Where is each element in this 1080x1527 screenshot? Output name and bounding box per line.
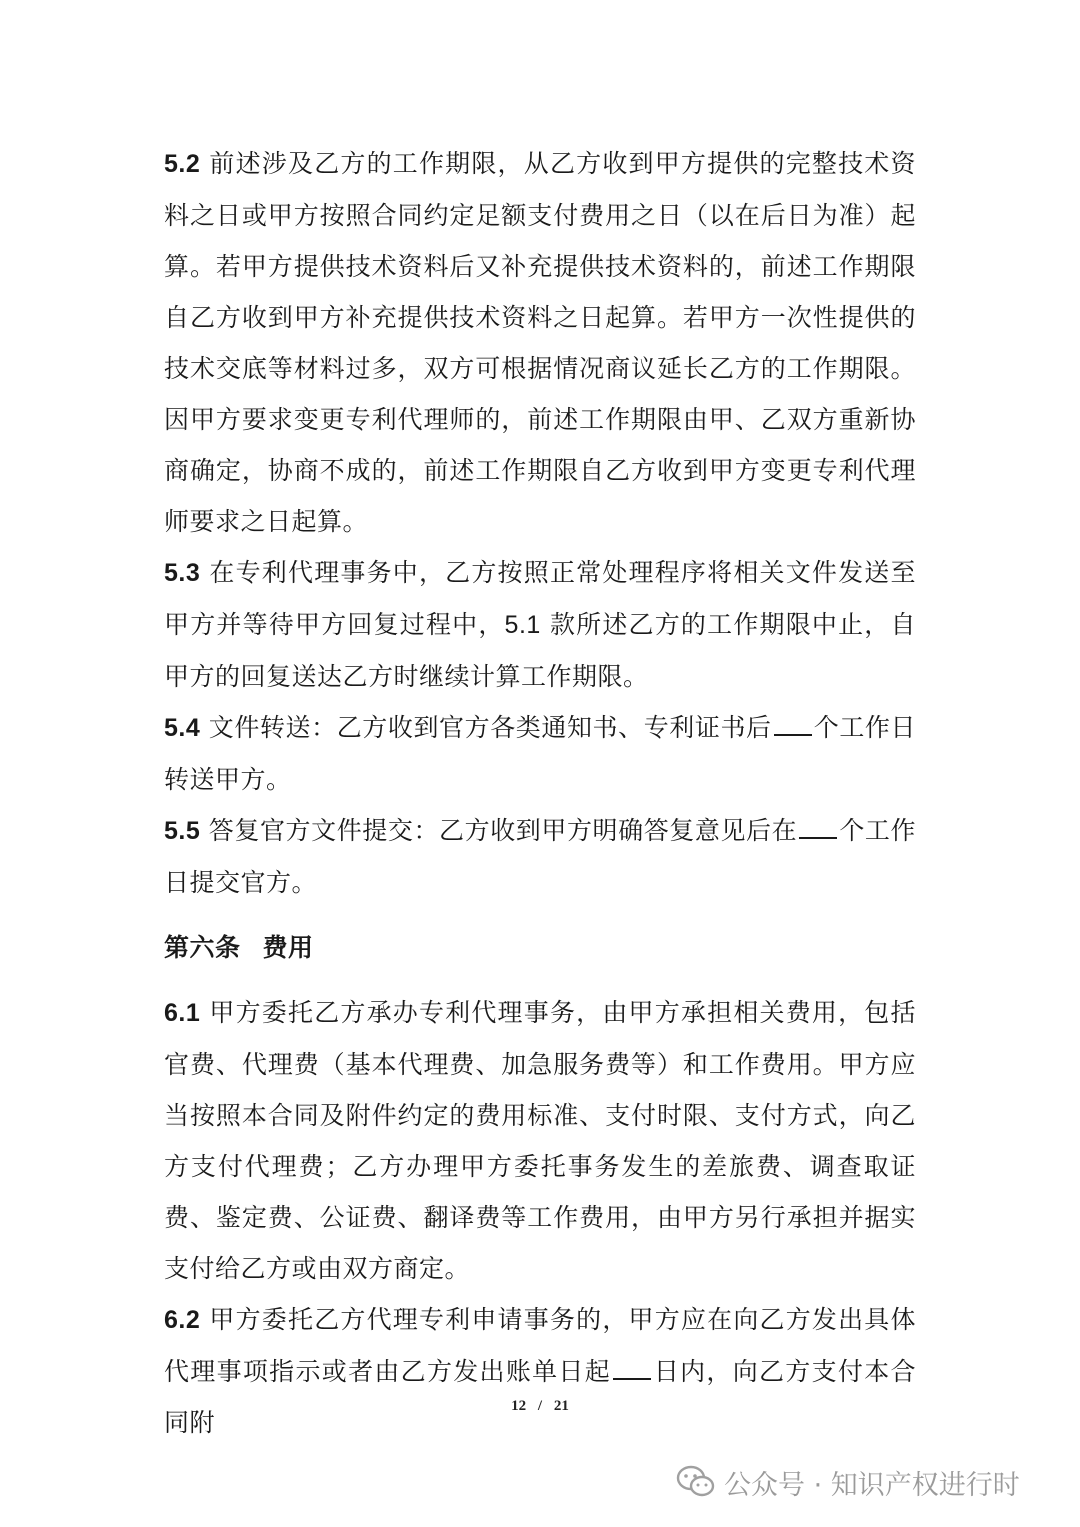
clause-5-3	[164, 547, 916, 702]
clause-text: 答复官方文件提交：乙方收到甲方明确答复意见后在	[200, 816, 798, 845]
clause-text: 在专利代理事务中，乙方按照正常处理程序将相关文件发送至甲方并等待甲方回复过程中，	[164, 558, 916, 639]
clause-text: 前述涉及乙方的工作期限，从乙方收到甲方提供的完整技术资料之日或甲方按照合同约定足额支付费用之日（以在后日为准）起算。若甲方提供技术资料后又补充提供技术资料的，前述工作期限自乙方收到甲方补充提供技术资料之日起算。若甲方一次性提供的技术交底等材料过多，双方可根据情况商议延长乙方的工作期限。因甲方要求变更专利代理师的，前述工作期限由甲、乙双方重新协商确定，协商不成的，前述工作期限自乙方收到甲方变更专利代理师要求之日起算。	[164, 149, 916, 536]
fill-in-blank	[774, 712, 812, 736]
clause-6-1	[164, 987, 916, 1294]
clause-reference: 5.1	[504, 611, 541, 639]
watermark-text: 公众号 · 知识产权进行时	[724, 1469, 1020, 1501]
clause-text: 个工作日提交官方。	[164, 816, 916, 897]
page-total: 21	[553, 1398, 569, 1414]
wechat-icon	[676, 1465, 716, 1499]
clause-5-4	[164, 702, 916, 805]
article-title: 费用	[262, 933, 314, 962]
watermark	[676, 1458, 1020, 1506]
clause-number: 6.1	[164, 999, 201, 1027]
clause-text: 甲方委托乙方代理专利申请事务的，甲方应在向乙方发出具体代理事项指示或者由乙方发出账单日起	[164, 1305, 916, 1386]
clause-6-2	[164, 1294, 916, 1448]
document-body	[164, 138, 916, 1448]
clause-text: 文件转送：乙方收到官方各类通知书、专利证书后	[200, 713, 772, 742]
article-6-heading	[164, 922, 916, 973]
clause-text: 个工作日转送甲方。	[164, 713, 916, 794]
fill-in-blank	[799, 815, 837, 839]
clause-number: 5.4	[164, 714, 201, 742]
clause-number: 5.3	[164, 559, 201, 587]
clause-5-2	[164, 138, 916, 547]
page-separator: /	[537, 1398, 543, 1414]
clause-text: 日内，向乙方支付本合同附	[164, 1357, 916, 1437]
clause-5-5	[164, 805, 916, 908]
clause-number: 5.5	[164, 817, 201, 845]
page-current: 12	[511, 1398, 527, 1414]
clause-text: 款所述乙方的工作期限中止，自甲方的回复送达乙方时继续计算工作期限。	[164, 610, 916, 691]
clause-number: 6.2	[164, 1306, 201, 1334]
clause-text: 甲方委托乙方承办专利代理事务，由甲方承担相关费用，包括官费、代理费（基本代理费、加急服务费等）和工作费用。甲方应当按照本合同及附件约定的费用标准、支付时限、支付方式，向乙方支付代理费；乙方办理甲方委托事务发生的差旅费、调查取证费、鉴定费、公证费、翻译费等工作费用，由甲方另行承担并据实支付给乙方或由双方商定。	[164, 998, 916, 1283]
page-number	[0, 1398, 1080, 1415]
article-number: 第六条	[164, 933, 241, 962]
clause-number: 5.2	[164, 150, 201, 178]
fill-in-blank	[613, 1356, 651, 1380]
